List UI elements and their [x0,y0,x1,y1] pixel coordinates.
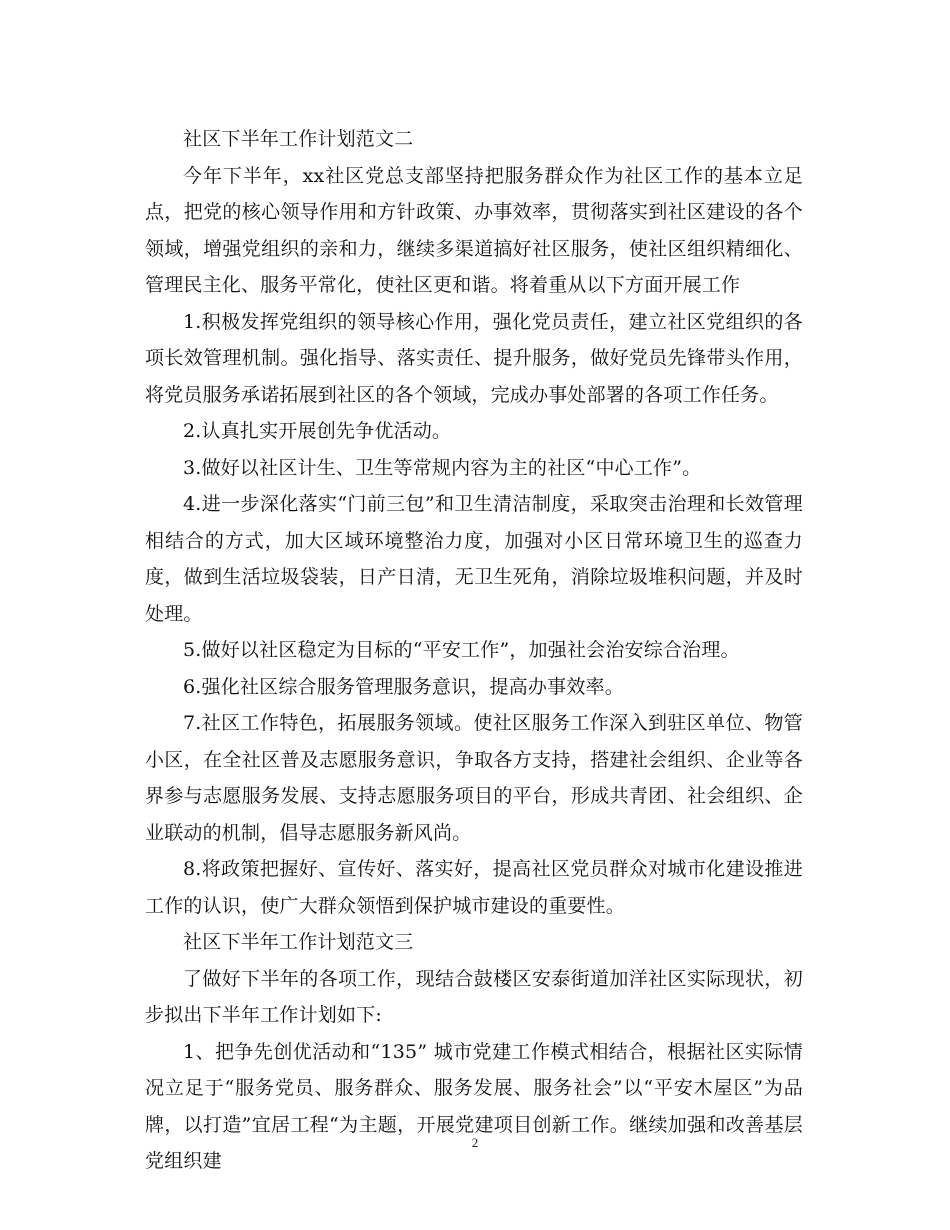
section3-intro: 了做好下半年的各项工作，现结合鼓楼区安泰街道加洋社区实际现状，初步拟出下半年工作计划如下: [145,967,803,1026]
list-item-5: 5.做好以社区稳定为目标的“平安工作”，加强社会治安综合治理。 [183,639,740,661]
intro-paragraph: 今年下半年，xx社区党总支部坚持把服务群众作为社区工作的基本立足点，把党的核心领导作用和方针政策、办事效率，贯彻落实到社区建设的各个领域，增强党组织的亲和力，继续多渠道搞好社区服务，使社区组织精细化、管理民主化、服务平常化，使社区更和谐。将着重从以下方面开展工作 [145,164,803,296]
list-item-8: 8.将政策把握好、宣传好、落实好，提高社区党员群众对城市化建设推进工作的认识，使广大群众领悟到保护城市建设的重要性。 [145,858,803,917]
list-item-3: 3.做好以社区计生、卫生等常规内容为主的社区“中心工作”。 [183,456,702,479]
section-heading-2: 社区下半年工作计划范文二 [183,128,414,150]
list-item-7: 7.社区工作特色，拓展服务领域。使社区服务工作深入到驻区单位、物管小区，在全社区普及志愿服务意识，争取各方支持，搭建社会组织、企业等各界参与志愿服务发展、支持志愿服务项目的平台，形成共青团、社会组织、企业联动的机制，倡导志愿服务新风尚。 [145,712,803,844]
page-number: 2 [471,1135,479,1150]
list-item-6: 6.强化社区综合服务管理服务意识，提高办事效率。 [183,675,624,698]
document-body [145,121,803,1180]
section3-item-1: 1、把争先创优活动和“135” 城市党建工作模式相结合，根据社区实际情况立足于“服务党员、服务群众、服务发展、服务社会”以“平安木屋区”为品牌，以打造”宜居工程“为主题，开展党建项目创新工作。继续加强和改善基层党组织建 [145,1040,803,1172]
list-item-1: 1.积极发挥党组织的领导核心作用，强化党员责任，建立社区党组织的各项长效管理机制。强化指导、落实责任、提升服务，做好党员先锋带头作用，将党员服务承诺拓展到社区的各个领域，完成办事处部署的各项工作任务。 [145,310,803,406]
list-item-4: 4.进一步深化落实“门前三包”和卫生清洁制度，采取突击治理和长效管理相结合的方式，加大区域环境整治力度，加强对小区日常环境卫生的巡查力度，做到生活垃圾袋装，日产日清，无卫生死角，消除垃圾堆积问题，并及时处理。 [145,493,803,625]
section-heading-3: 社区下半年工作计划范文三 [183,931,414,953]
list-item-2: 2.认真扎实开展创先争优活动。 [183,420,452,442]
